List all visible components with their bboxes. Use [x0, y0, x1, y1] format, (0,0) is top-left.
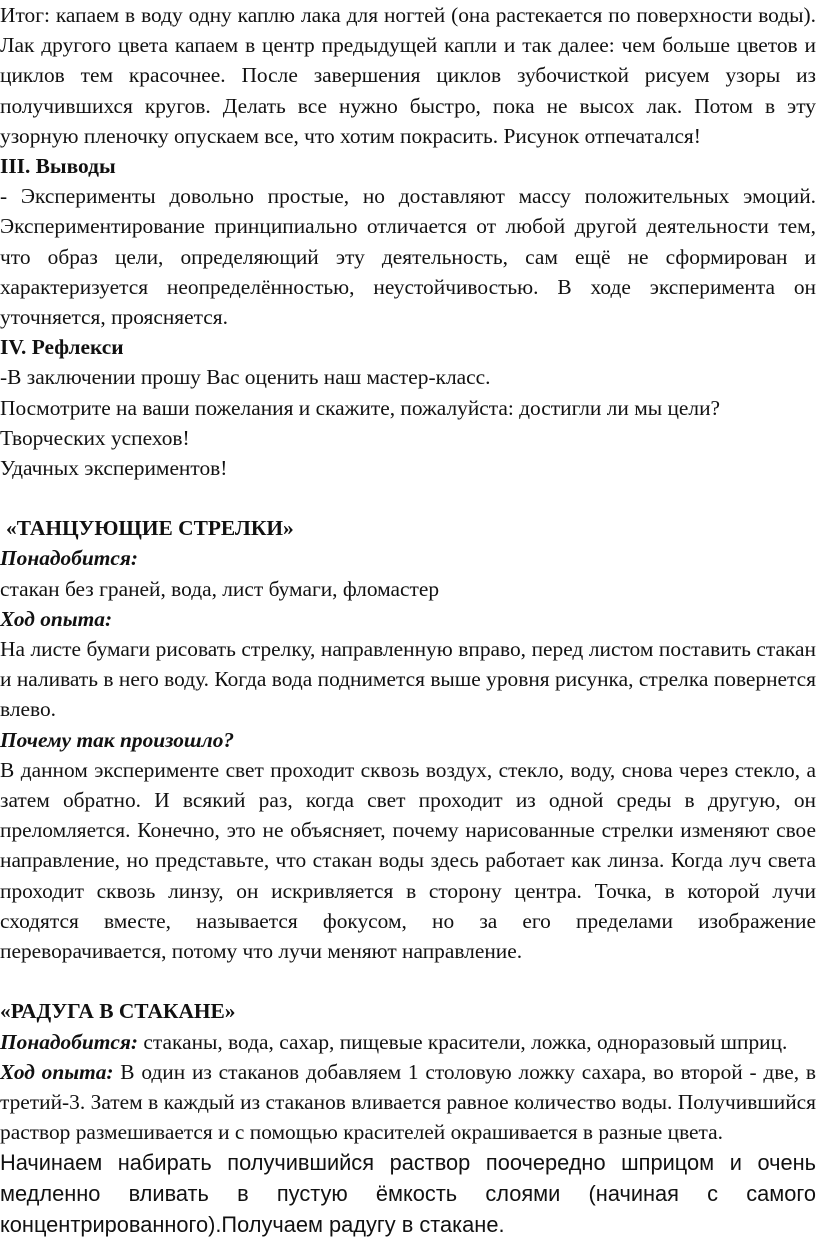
arrows-process-label: Ход опыта: — [0, 606, 113, 631]
rainbow-process-label: Ход опыта: — [0, 1059, 114, 1084]
rainbow-final-paragraph: Начинаем набирать получившийся раствор поочередно шприцом и очень медленно вливать в пустую ёмкость слоями (начиная с самого концентрированного).Получаем радугу в стакане. — [0, 1150, 816, 1238]
rainbow-title: «РАДУГА В СТАКАНЕ» — [0, 999, 236, 1024]
spacer — [0, 966, 816, 996]
reflection-line-4: Удачных экспериментов! — [0, 456, 228, 481]
arrows-title: «ТАНЦУЮЩИЕ СТРЕЛКИ» — [6, 516, 294, 541]
intro-paragraph: Итог: капаем в воду одну каплю лака для ногтей (она растекается по поверхности воды). Лак другого цвета капаем в центр предыдущей капли и так далее: чем больше цветов и циклов тем красочнее. После завершения циклов зубочисткой рисуем узоры из получившихся кругов. Делать все нужно быстро, пока не высох лак. Потом в эту узорную пленочку опускаем все, что хотим покрасить. Рисунок отпечатался! — [0, 3, 816, 148]
rainbow-needs-text: стаканы, вода, сахар, пищевые красители, ложка, одноразовый шприц. — [138, 1029, 788, 1054]
arrows-why-text: В данном эксперименте свет проходит сквозь воздух, стекло, воду, снова через стекло, а затем обратно. И всякий раз, когда свет проходит из одной среды в другую, он преломляется. Конечно, это не объясняет, почему нарисованные стрелки изменяют свое направление, но представьте, что стакан воды здесь работает как линза. Когда луч света проходит сквозь линзу, он искривляется в сторону центра. Точка, в которой лучи сходятся вместе, называется фокусом, но за его пределами изображение переворачивается, потому что лучи меняют направление. — [0, 757, 816, 964]
arrows-needs-text: стакан без граней, вода, лист бумаги, фломастер — [0, 576, 440, 601]
rainbow-process-text: В один из стаканов добавляем 1 столовую ложку сахара, во второй - две, в третий-3. Затем в каждый из стаканов вливается равное количество воды. Получившийся раствор размешивается и с помощью красителей окрашивается в разные цвета. — [0, 1059, 816, 1145]
reflection-line-3: Творческих успехов! — [0, 425, 190, 450]
reflection-heading: IV. Рефлекси — [0, 335, 124, 360]
spacer — [0, 483, 816, 513]
rainbow-needs-paragraph — [0, 1027, 816, 1057]
conclusions-heading: III. Выводы — [0, 154, 116, 179]
arrows-why-label: Почему так произошло? — [0, 727, 235, 752]
rainbow-needs-label: Понадобится: — [0, 1029, 139, 1054]
reflection-line-2: Посмотрите на ваши пожелания и скажите, пожалуйста: достигли ли мы цели? — [0, 395, 721, 420]
rainbow-process-paragraph — [0, 1057, 816, 1148]
conclusions-paragraph: - Эксперименты довольно простые, но доставляют массу положительных эмоций. Экспериментирование принципиально отличается от любой другой деятельности тем, что образ цели, определяющий эту деятельность, сам ещё не сформирован и характеризуется неопределённостью, неустойчивостью. В ходе эксперимента он уточняется, проясняется. — [0, 184, 816, 330]
reflection-line-1: -В заключении прошу Вас оценить наш мастер-класс. — [0, 365, 491, 390]
arrows-needs-label: Понадобится: — [0, 546, 139, 571]
arrows-process-text: На листе бумаги рисовать стрелку, направленную вправо, перед листом поставить стакан и наливать в него воду. Когда вода поднимется выше уровня рисунка, стрелка повернется влево. — [0, 637, 816, 722]
